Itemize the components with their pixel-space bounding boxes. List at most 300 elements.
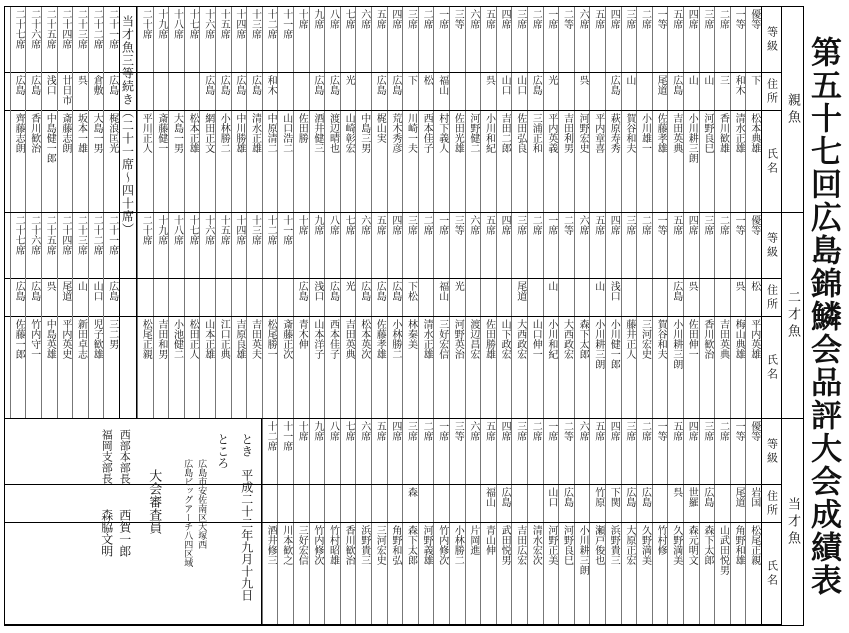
address-cell: 広島 <box>670 281 682 301</box>
name-cell: 香川歓雄 <box>717 113 729 153</box>
name-cell: 山本正雄 <box>202 319 214 359</box>
address-cell: 倉敷 <box>91 75 103 95</box>
address-cell: 山 <box>545 281 557 291</box>
rank-cell: 十四席 <box>233 215 245 245</box>
address-cell <box>232 281 247 315</box>
entry-column <box>41 7 57 212</box>
address-cell: 広島 <box>202 75 214 95</box>
address-cell: 広島 <box>233 75 245 95</box>
name-cell: 小林勝二 <box>218 113 230 153</box>
name-cell: 酒井修三 <box>265 525 277 565</box>
name-cell: 小川耕三朗 <box>670 319 682 369</box>
name-cell: 川本歓之 <box>280 525 292 565</box>
name-cell: 大島一男 <box>91 113 103 153</box>
row-label-rank: 等級 <box>762 7 781 73</box>
address-cell <box>154 281 169 315</box>
address-cell <box>450 487 465 521</box>
row-label-address: 住所 <box>762 73 781 111</box>
name-cell: 中原清二 <box>265 113 277 153</box>
event-place-address: 広島市安佐南区大塚西 <box>196 459 207 549</box>
rank-cell: 十三席 <box>249 215 261 245</box>
name-cell: 竹村昭雄 <box>327 525 339 565</box>
name-cell: 藤井正人 <box>623 319 635 359</box>
rank-cell: 十七席 <box>187 215 199 245</box>
name-cell: 竹内守一 <box>28 319 40 359</box>
name-cell: 小池健二 <box>171 319 183 359</box>
address-cell: 尾道 <box>59 281 71 301</box>
address-cell <box>466 75 481 109</box>
address-cell: 広島 <box>530 75 542 95</box>
address-cell: 広島 <box>374 75 386 95</box>
address-cell <box>512 487 527 521</box>
rank-cell: 十五席 <box>218 215 230 245</box>
entry-column <box>103 213 119 418</box>
entry-column <box>25 213 41 418</box>
rank-cell: 三席 <box>405 9 417 29</box>
address-cell: 世羅 <box>686 487 698 507</box>
address-cell: 広島 <box>13 281 25 301</box>
rank-cell: 五席 <box>483 421 495 441</box>
name-cell: 大西政宏 <box>561 319 573 359</box>
name-cell: 角野和雄 <box>733 525 745 565</box>
name-cell: 青木伸 <box>296 319 308 349</box>
rank-cell: 十九席 <box>155 9 167 39</box>
address-cell: 山 <box>623 75 635 85</box>
name-cell: 平内英義 <box>545 113 557 153</box>
address-cell <box>263 487 278 521</box>
name-cell: 賀谷和夫 <box>623 113 635 153</box>
name-cell: 小川和紀 <box>545 319 557 359</box>
address-cell: 広島 <box>296 281 308 301</box>
rank-cell: 一席 <box>436 421 448 441</box>
row-label-column <box>761 7 781 212</box>
name-cell: 森下太郎 <box>577 319 589 359</box>
rank-cell: 一席 <box>545 421 557 441</box>
rank-cell: 二十五席 <box>44 9 56 49</box>
name-cell: 中島三男 <box>358 113 370 153</box>
address-cell: 広島 <box>13 75 25 95</box>
address-cell <box>715 281 730 315</box>
row-label-name: 氏名 <box>762 111 781 213</box>
address-cell <box>637 75 652 109</box>
row-label-column <box>761 213 781 418</box>
address-cell: 呉 <box>483 75 495 85</box>
address-cell: 広島 <box>311 75 323 95</box>
rank-cell: 二席 <box>717 9 729 29</box>
name-cell: 小川耕三朗 <box>686 113 698 163</box>
rank-cell: 三席 <box>405 421 417 441</box>
address-cell: 呉 <box>686 281 698 291</box>
name-cell: 梶浪匡光 <box>106 113 118 153</box>
row-label-rank: 等級 <box>762 419 781 485</box>
rank-cell: 十五席 <box>218 9 230 39</box>
address-cell: 山口 <box>545 487 557 507</box>
rank-cell: 一等 <box>733 215 745 235</box>
name-cell: 河野健二 <box>467 113 479 153</box>
entry-column <box>10 7 26 212</box>
address-cell <box>622 281 637 315</box>
address-cell: 山 <box>686 75 698 85</box>
rank-cell: 五席 <box>592 9 604 29</box>
name-cell: 小林勝二 <box>389 319 401 359</box>
rank-cell: 五席 <box>483 215 495 235</box>
name-cell: 川崎一夫 <box>405 113 417 153</box>
name-cell: 吉田英典 <box>670 113 682 153</box>
rank-cell: 十一席 <box>280 215 292 245</box>
section-nisai <box>5 213 803 419</box>
address-cell: 広島 <box>327 281 339 301</box>
name-cell: 吉原良雄 <box>233 319 245 359</box>
name-cell: 河野義雄 <box>421 525 433 565</box>
rank-cell: 四席 <box>608 215 620 235</box>
judge-1-role: 西部本部長 <box>118 429 132 484</box>
address-cell: 福山 <box>483 487 495 507</box>
name-cell: 久野満美 <box>670 525 682 565</box>
address-cell: 広島 <box>249 75 261 95</box>
name-cell: 松尾正親 <box>140 319 152 359</box>
rank-cell: 三席 <box>405 215 417 235</box>
rank-cell: 四席 <box>686 421 698 441</box>
name-cell: 三二男 <box>106 319 118 349</box>
rank-cell: 十七席 <box>187 9 199 39</box>
rank-cell: 四席 <box>389 421 401 441</box>
name-cell: 新田卓志 <box>75 319 87 359</box>
address-cell <box>653 487 668 521</box>
address-cell: 浅口 <box>44 75 56 95</box>
event-place-label: ところ <box>215 433 230 469</box>
address-cell: 呉 <box>577 75 589 85</box>
rank-cell: 三席 <box>701 215 713 235</box>
name-cell: 小川耕三朗 <box>592 319 604 369</box>
rank-cell: 二席 <box>530 215 542 235</box>
section-label: 二才魚 <box>781 213 803 418</box>
name-cell: 清水正雄 <box>249 113 261 153</box>
address-cell: 福山 <box>436 75 448 95</box>
name-cell: 河野正美 <box>545 525 557 565</box>
address-cell <box>559 281 574 315</box>
name-cell: 河野良巳 <box>561 525 573 565</box>
name-cell: 小川健一郎 <box>608 319 620 369</box>
rank-cell: 十二席 <box>265 421 277 451</box>
address-cell: 岩国 <box>748 487 760 507</box>
rank-cell: 十八席 <box>171 9 183 39</box>
rank-cell: 二十二席 <box>91 9 103 49</box>
name-cell: 松本正雄 <box>187 113 199 153</box>
rank-cell: 三席 <box>514 9 526 29</box>
address-cell: 広島 <box>499 487 511 507</box>
name-cell: 児子歓雄 <box>91 319 103 359</box>
entry-column <box>88 213 104 418</box>
name-cell: 酒井健三 <box>311 113 323 153</box>
name-cell: 竹村修 <box>655 525 667 555</box>
judge-1-name: 西賀一郎 <box>117 509 132 557</box>
rank-cell: 五席 <box>374 421 386 441</box>
rank-cell: 三等 <box>452 9 464 29</box>
address-cell: 広島 <box>701 487 713 507</box>
name-cell: 渡辺昌宏 <box>467 319 479 359</box>
row-label-column <box>761 419 781 625</box>
name-cell: 中島健一郎 <box>44 113 56 163</box>
row-label-address: 住所 <box>762 279 781 317</box>
address-cell: 森 <box>405 487 417 497</box>
rank-cell: 二十三席 <box>75 215 87 255</box>
address-cell: 尾道 <box>514 281 526 301</box>
name-cell: 斎藤正次 <box>280 319 292 359</box>
name-cell: 平内章喜 <box>592 113 604 153</box>
name-cell: 小林勝二 <box>452 525 464 565</box>
address-cell: 広島 <box>28 281 40 301</box>
name-cell: 佐田勝雄 <box>483 319 495 359</box>
rank-cell: 六席 <box>467 9 479 29</box>
name-cell: 斎藤健一 <box>155 113 167 153</box>
rank-cell: 四席 <box>686 215 698 235</box>
rank-cell: 二十一席 <box>106 9 118 49</box>
name-cell: 香川歓治 <box>701 319 713 359</box>
address-cell: 竹原 <box>592 487 604 507</box>
address-cell <box>216 281 231 315</box>
address-cell: 三 <box>717 75 729 85</box>
address-cell: 廿日市 <box>59 75 71 105</box>
address-cell <box>247 281 262 315</box>
rank-cell: 優等 <box>748 421 760 441</box>
address-cell: 山 <box>592 281 604 291</box>
rank-cell: 一等 <box>733 421 745 441</box>
address-cell: 広島 <box>608 75 620 95</box>
rank-cell: 四席 <box>389 9 401 29</box>
rank-cell: 六席 <box>467 215 479 235</box>
address-cell: 広島 <box>389 281 401 301</box>
address-cell: 尾道 <box>733 487 745 507</box>
rank-cell: 十席 <box>296 421 308 441</box>
name-cell: 梶山実 <box>374 113 386 143</box>
rank-cell: 五席 <box>670 421 682 441</box>
address-cell <box>653 281 668 315</box>
rank-cell: 三席 <box>701 421 713 441</box>
event-date: とき 平成二十二年九月十九日 <box>239 433 254 601</box>
rank-cell: 六席 <box>467 421 479 441</box>
rank-cell: 六席 <box>577 421 589 441</box>
name-cell: 吉田広宏 <box>514 525 526 565</box>
name-cell: 吉田英典 <box>343 319 355 359</box>
rank-cell: 二十二席 <box>91 215 103 255</box>
name-cell: 山口浩二 <box>280 113 292 153</box>
rank-cell: 八席 <box>327 9 339 29</box>
name-cell: 西本佳子 <box>327 319 339 359</box>
address-cell: 下松 <box>405 281 417 301</box>
judges-heading: 大会審査員 <box>146 469 162 534</box>
name-cell: 河野良巳 <box>701 113 713 153</box>
rank-cell: 四席 <box>686 9 698 29</box>
rank-cell: 十席 <box>296 215 308 235</box>
name-cell: 西本佳子 <box>421 113 433 153</box>
name-cell: 清水宏次 <box>530 525 542 565</box>
rank-cell: 二十七席 <box>13 9 25 49</box>
name-cell: 林秦美 <box>405 319 417 349</box>
name-cell: 佐田勝 <box>296 113 308 143</box>
name-cell: 三河宏史 <box>374 525 386 565</box>
address-cell: 呉 <box>44 281 56 291</box>
name-cell: 清水正雄 <box>733 113 745 153</box>
rank-cell: 十九席 <box>155 215 167 245</box>
address-cell <box>356 75 371 109</box>
rank-cell: 優等 <box>748 215 760 235</box>
name-cell: 小川和紀 <box>483 113 495 153</box>
rank-cell: 九席 <box>311 421 323 441</box>
name-cell: 梅山典雄 <box>733 319 745 359</box>
name-cell: 佐田弘良 <box>514 113 526 153</box>
rank-cell: 二十七席 <box>13 215 25 255</box>
rank-cell: 三席 <box>701 9 713 29</box>
name-cell: 大西政宏 <box>514 319 526 359</box>
entry-column <box>10 213 26 418</box>
rank-cell: 二席 <box>530 421 542 441</box>
name-cell: 久野満美 <box>639 525 651 565</box>
name-cell: 平川正人 <box>140 113 152 153</box>
rank-cell: 二十五席 <box>44 215 56 255</box>
rank-cell: 一等 <box>733 9 745 29</box>
address-cell <box>419 281 434 315</box>
name-cell: 山崎彰宏 <box>343 113 355 153</box>
rank-cell: 八席 <box>327 421 339 441</box>
name-cell: 松尾勝一 <box>265 319 277 359</box>
name-cell: 浜野貴三 <box>358 525 370 565</box>
rank-cell: 十席 <box>296 9 308 29</box>
name-cell: 瀬戸俊也 <box>592 525 604 565</box>
rank-cell: 二席 <box>421 9 433 29</box>
rank-cell: 六席 <box>577 9 589 29</box>
section-label: 親魚 <box>781 7 803 212</box>
rank-cell: 十二席 <box>265 9 277 39</box>
address-cell: 山口 <box>514 75 526 95</box>
row-label-address: 住所 <box>762 485 781 523</box>
name-cell: 片岡進 <box>467 525 479 555</box>
rank-cell: 二十席 <box>140 215 152 245</box>
address-cell <box>154 75 169 109</box>
row-label-rank: 等級 <box>762 213 781 279</box>
address-cell: 広島 <box>561 487 573 507</box>
address-cell: 山口 <box>91 281 103 301</box>
rank-cell: 二十四席 <box>59 215 71 255</box>
address-cell: 広島 <box>28 75 40 95</box>
rank-cell: 四席 <box>608 421 620 441</box>
rank-cell: 五席 <box>670 215 682 235</box>
name-cell: 小川耕三朗 <box>577 525 589 575</box>
address-cell: 呉 <box>75 75 87 85</box>
name-cell: 平内英雄 <box>748 319 760 359</box>
entry-column <box>103 7 119 212</box>
address-cell <box>169 281 184 315</box>
entry-column <box>25 7 41 212</box>
address-cell <box>419 487 434 521</box>
address-cell: 広島 <box>358 281 370 301</box>
rank-cell: 三席 <box>514 215 526 235</box>
rank-cell: 四席 <box>499 215 511 235</box>
address-cell <box>356 487 371 521</box>
rank-cell: 七席 <box>343 215 355 235</box>
rank-cell: 六席 <box>358 9 370 29</box>
rank-cell: 五席 <box>592 421 604 441</box>
rank-cell: 二十席 <box>140 9 152 39</box>
name-cell: 吉田英夫 <box>249 319 261 359</box>
name-cell: 渡辺晴也 <box>327 113 339 153</box>
rank-cell: 一席 <box>545 215 557 235</box>
address-cell <box>715 487 730 521</box>
name-cell: 竹内修次 <box>311 525 323 565</box>
name-cell: 松田正人 <box>187 319 199 359</box>
name-cell: 山下政宏 <box>499 319 511 359</box>
address-cell: 光 <box>343 281 355 291</box>
rank-cell: 三等 <box>452 215 464 235</box>
address-cell <box>434 487 449 521</box>
rank-cell: 一等 <box>655 9 667 29</box>
rank-cell: 四席 <box>499 421 511 441</box>
address-cell: 和木 <box>265 75 277 95</box>
address-cell: 呉 <box>670 487 682 497</box>
address-cell: 広島 <box>106 75 118 95</box>
address-cell <box>575 487 590 521</box>
rank-cell: 十二席 <box>265 215 277 245</box>
address-cell: 浅口 <box>311 281 323 301</box>
address-cell <box>325 487 340 521</box>
address-cell: 光 <box>452 281 464 291</box>
rank-cell: 九席 <box>311 215 323 235</box>
name-cell: 村下義人 <box>436 113 448 153</box>
address-cell <box>637 281 652 315</box>
rank-cell: 二席 <box>421 215 433 235</box>
name-cell: 佐藤一郎 <box>13 319 25 359</box>
address-cell <box>341 487 356 521</box>
name-cell: 中島英雄 <box>44 319 56 359</box>
address-cell: 広島 <box>106 281 118 301</box>
name-cell: 河野英治 <box>452 319 464 359</box>
name-cell: 萩原寿秀 <box>608 113 620 153</box>
name-cell: 角野和弘 <box>389 525 401 565</box>
rank-cell: 二席 <box>639 215 651 235</box>
address-cell <box>263 281 278 315</box>
rank-cell: 六席 <box>577 215 589 235</box>
rank-cell: 二等 <box>561 9 573 29</box>
address-cell: 光 <box>343 75 355 85</box>
page-title: 第五十七回広島錦鱗会品評大会成績表 <box>805 35 841 597</box>
rank-cell: 七席 <box>343 9 355 29</box>
address-cell: 広島 <box>623 487 635 507</box>
address-cell <box>481 281 496 315</box>
rank-cell: 一席 <box>436 9 448 29</box>
name-cell: 森元明文 <box>686 525 698 565</box>
event-place-venue: 広島ビッグアーチ八四区域 <box>182 459 193 567</box>
name-cell: 松本英次 <box>358 319 370 359</box>
name-cell: 佐藤孝雄 <box>374 319 386 359</box>
judge-2-role: 福岡支部長 <box>100 429 114 484</box>
entry-column <box>41 213 57 418</box>
name-cell: 三好宏信 <box>436 319 448 359</box>
name-cell: 網田正文 <box>202 113 214 153</box>
name-cell: 江口正典 <box>218 319 230 359</box>
name-cell: 三好宏信 <box>296 525 308 565</box>
name-cell: 中川勝雄 <box>233 113 245 153</box>
rank-cell: 二等 <box>561 215 573 235</box>
address-cell <box>138 281 153 315</box>
address-cell <box>310 487 325 521</box>
name-cell: 武田悦男 <box>499 525 511 565</box>
address-cell <box>200 281 215 315</box>
row-label-name: 氏名 <box>762 523 781 625</box>
rank-cell: 四席 <box>389 215 401 235</box>
address-cell <box>590 75 605 109</box>
rank-cell: 五席 <box>670 9 682 29</box>
rank-cell: 二席 <box>717 215 729 235</box>
name-cell: 青山伸 <box>483 525 495 555</box>
